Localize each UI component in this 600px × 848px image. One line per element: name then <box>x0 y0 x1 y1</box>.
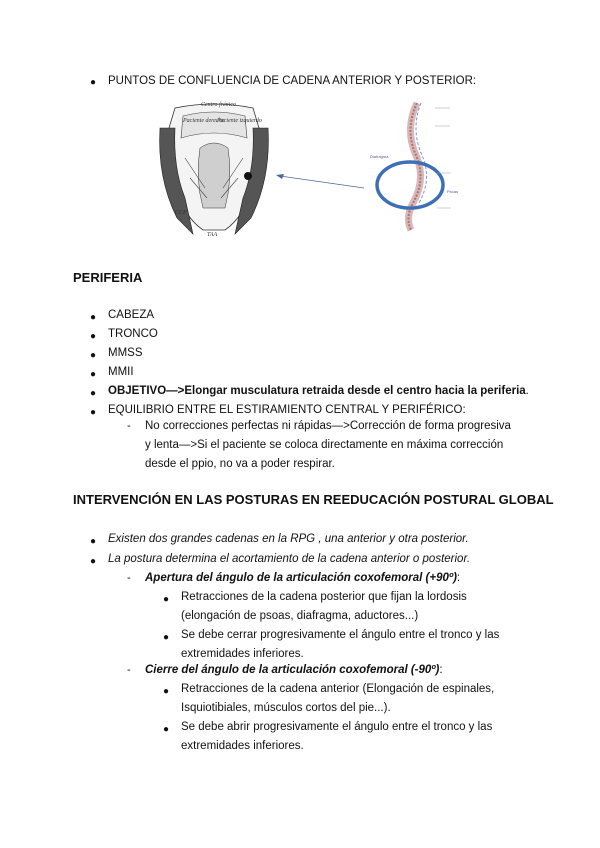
ccp-label: CCP <box>175 210 187 216</box>
pointer-arrow <box>272 170 367 192</box>
cierre-item2-line1: Se debe abrir progresivamente el ángulo entre el tronco y las <box>181 721 493 733</box>
left-label: Paciente derecho <box>183 118 225 124</box>
cierre-item1-line1: Retracciones de la cadena anterior (Elongación de espinales, <box>181 683 495 695</box>
bullet-dot: ● <box>90 388 97 399</box>
objective-label: OBJETIVO—> <box>108 385 185 397</box>
sub-line-2: y lenta—>Si el paciente se coloca directamente en máxima corrección <box>145 439 504 451</box>
intervencion-bullet-2: La postura determina el acortamiento de la cadena anterior o posterior. <box>108 553 471 565</box>
cierre-title-line <box>145 661 443 680</box>
bullet-dot: ● <box>90 369 97 380</box>
bullet-dot: ● <box>90 312 97 323</box>
apertura-item1-line1: Retracciones de la cadena posterior que fijan la lordosis <box>181 591 467 603</box>
intervencion-bullet-1: Existen dos grandes cadenas en la RPG , una anterior y otra posterior. <box>108 533 469 545</box>
bullet-dot: ● <box>90 77 97 88</box>
cierre-item2-line2: extremidades inferiores. <box>181 740 304 752</box>
apertura-item1-line2: (elongación de psoas, diafragma, aductores...) <box>181 610 419 622</box>
spine-label-1: Diafragma <box>370 154 389 159</box>
diaphragm-title: Centro frénico <box>201 102 236 108</box>
periferia-item-tronco: TRONCO <box>108 328 158 340</box>
apertura-title-line <box>145 569 460 588</box>
bullet-dot: ● <box>163 724 170 735</box>
confluence-heading: PUNTOS DE CONFLUENCIA DE CADENA ANTERIOR Y POSTERIOR: <box>108 75 477 87</box>
periferia-item-mmss: MMSS <box>108 347 143 359</box>
bullet-dot: ● <box>90 407 97 418</box>
bullet-dot: ● <box>90 556 97 567</box>
taa-label: TAA <box>207 232 218 238</box>
diaphragm-illustration <box>155 98 273 238</box>
objective-line <box>108 382 529 401</box>
bullet-dot: ● <box>90 350 97 361</box>
apertura-item2-line2: extremidades inferiores. <box>181 648 304 660</box>
bullet-dot: ● <box>90 331 97 342</box>
cierre-title: Cierre del ángulo de la articulación coxofemoral (-90º) <box>145 664 440 676</box>
apertura-title: Apertura del ángulo de la articulación coxofemoral (+90º) <box>145 572 457 584</box>
periferia-item-mmii: MMII <box>108 366 134 378</box>
bullet-dot: ● <box>163 594 170 605</box>
equilibrio-text: EQUILIBRIO ENTRE EL ESTIRAMIENTO CENTRAL Y PERIFÉRICO: <box>108 404 466 416</box>
periferia-title: PERIFERIA <box>73 270 143 285</box>
bullet-dot: ● <box>163 686 170 697</box>
cierre-colon: : <box>439 664 443 676</box>
dash-marker: - <box>127 664 131 676</box>
apertura-colon: : <box>456 572 461 584</box>
dash-marker: - <box>127 572 131 584</box>
dash-marker: - <box>127 420 131 432</box>
bullet-dot: ● <box>90 536 97 547</box>
right-label: Paciente izquierdo <box>217 118 262 124</box>
spine-illustration <box>365 98 470 233</box>
spine-label-2: Psoas <box>447 189 459 194</box>
bullet-dot: ● <box>163 632 170 643</box>
apertura-item2-line1: Se debe cerrar progresivamente el ángulo entre el tronco y las <box>181 629 500 641</box>
intervencion-title: INTERVENCIÓN EN LAS POSTURAS EN REEDUCACIÓN POSTURAL GLOBAL <box>73 492 554 507</box>
objective-end: . <box>525 385 529 397</box>
cierre-item1-line2: Isquiotibiales, músculos cortos del pie...). <box>181 702 391 714</box>
periferia-item-cabeza: CABEZA <box>108 309 155 321</box>
objective-text: Elongar musculatura retraida desde el centro hacia la periferia <box>184 385 526 397</box>
sub-line-1: No correcciones perfectas ni rápidas—>Corrección de forma progresiva <box>145 420 511 432</box>
sub-line-3: desde el ppio, no va a poder respirar. <box>145 458 335 470</box>
